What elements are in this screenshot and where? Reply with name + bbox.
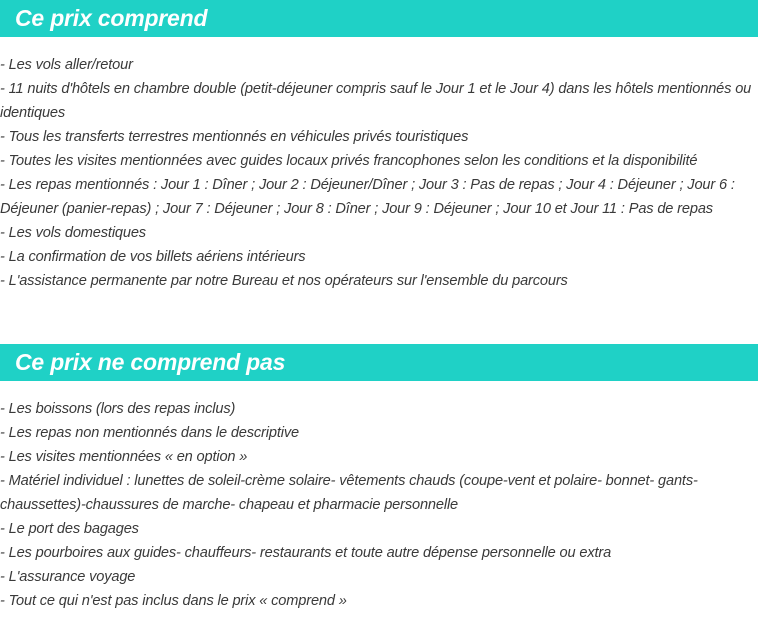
list-item: - Les boissons (lors des repas inclus) [0,401,236,417]
list-item: - Le port des bagages [0,521,139,537]
list-item: - Les visites mentionnées « en option » [0,449,248,465]
list-item: - Les vols aller/retour [0,57,133,73]
list-item: - Matériel individuel : lunettes de soleil-crème solaire- vêtements chauds (coupe-vent et polaire- bonnet- gants- chaussettes)-chaussures de marche- chapeau et pharmacie personnelle [0,473,698,513]
list-item: - Les pourboires aux guides- chauffeurs- restaurants et toute autre dépense personnelle ou extra [0,545,612,561]
included-section [0,0,758,293]
excluded-title: Ce prix ne comprend pas [15,349,286,375]
list-item: - L'assurance voyage [0,569,136,585]
list-item: - Tous les transferts terrestres mentionnés en véhicules privés touristiques [0,129,469,145]
list-item: - Tout ce qui n'est pas inclus dans le prix « comprend » [0,593,347,609]
list-item: - Les vols domestiques [0,225,146,241]
excluded-list [0,397,758,613]
included-title: Ce prix comprend [15,5,208,31]
excluded-section [0,344,758,613]
list-item: - La confirmation de vos billets aériens intérieurs [0,249,306,265]
list-item: - 11 nuits d'hôtels en chambre double (petit-déjeuner compris sauf le Jour 1 et le Jour 4) dans les hôtels mentionnés ou identiques [0,81,752,121]
list-item: - Les repas non mentionnés dans le descriptive [0,425,299,441]
list-item: - L'assistance permanente par notre Bureau et nos opérateurs sur l'ensemble du parcours [0,273,568,289]
included-list [0,53,758,293]
included-banner [0,0,758,37]
list-item: - Toutes les visites mentionnées avec guides locaux privés francophones selon les conditions et la disponibilité [0,153,698,169]
excluded-banner [0,344,758,381]
list-item: - Les repas mentionnés : Jour 1 : Dîner ; Jour 2 : Déjeuner/Dîner ; Jour 3 : Pas de repas ; Jour 4 : Déjeuner ; Jour 6 : Déjeuner (panier-repas) ; Jour 7 : Déjeuner ; Jour 8 : Dîner ; Jour 9 : Déjeuner ; Jour 10 et Jour 11 : Pas de repas [0,177,735,217]
